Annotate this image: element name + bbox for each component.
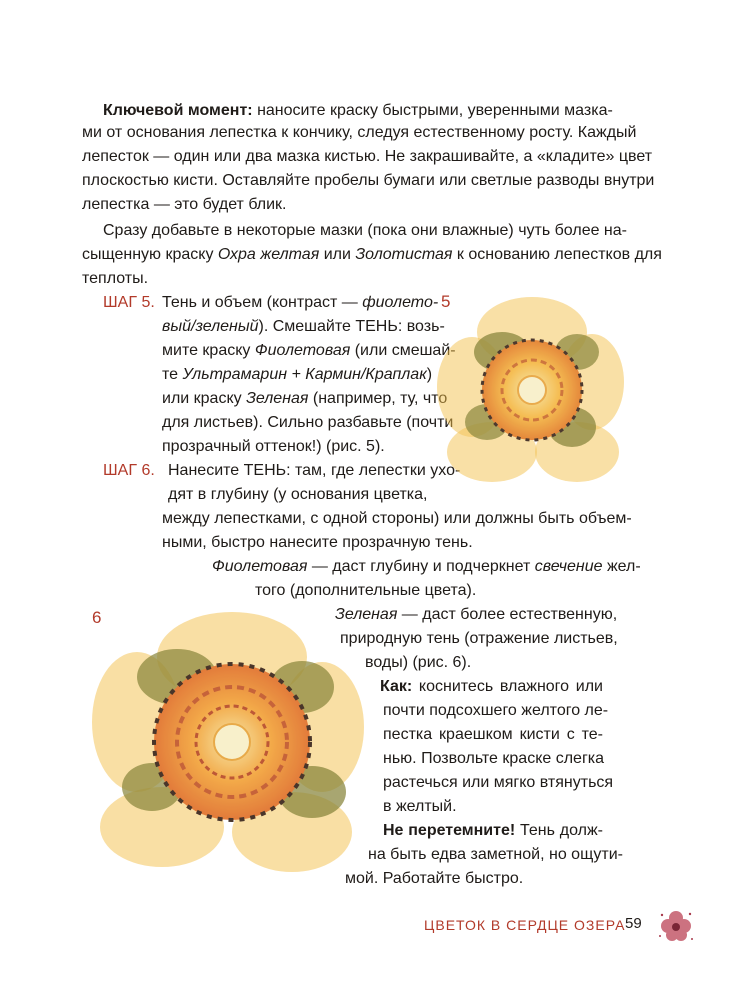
- paint-name: фиолето-: [362, 294, 439, 311]
- text-line: [82, 244, 662, 266]
- text-line: [380, 676, 603, 698]
- text: Тень долж-: [520, 822, 604, 839]
- paint-name: вый/зеленый: [162, 318, 259, 335]
- footer-chapter-title: ЦВЕТОК В СЕРДЦЕ ОЗЕРА: [424, 917, 626, 933]
- flower-illustration-6: [82, 602, 372, 892]
- text: мите краску: [162, 342, 255, 359]
- text-line: для листьев). Сильно разбавьте (почти: [162, 414, 454, 431]
- paint-name: Зеленая: [335, 606, 398, 623]
- text-line: нью. Позвольте краске слегка: [383, 750, 605, 767]
- text: ). Смешайте ТЕНЬ: возь-: [258, 318, 445, 335]
- text-line: пестка краешком кисти с те-: [383, 726, 603, 743]
- text-line: [383, 820, 603, 842]
- text-line: воды) (рис. 6).: [365, 654, 472, 671]
- text: (или смешай-: [350, 342, 456, 359]
- text-line: [335, 604, 618, 626]
- figure-6-number: 6: [92, 608, 102, 627]
- text: сыщенную краску: [82, 246, 218, 263]
- text: жел-: [602, 558, 641, 575]
- text: или: [319, 246, 356, 263]
- text: наносите краску быстрыми, уверенными мазка-: [257, 102, 613, 119]
- text-line: ными, быстро нанесите прозрачную тень.: [162, 534, 473, 551]
- text: (например, ту, что: [308, 390, 448, 407]
- step-5-label: ШАГ 5.: [103, 294, 155, 311]
- text-line: Сразу добавьте в некоторые мазки (пока они влажные) чуть более на-: [103, 222, 627, 239]
- text: — даст более естественную,: [397, 606, 618, 623]
- text-line: теплоты.: [82, 270, 149, 287]
- text-line: [162, 388, 448, 410]
- text-line: прозрачный оттенок!) (рис. 5).: [162, 438, 385, 455]
- text-line: того (дополнительные цвета).: [255, 582, 477, 599]
- how-label: Как:: [380, 678, 413, 695]
- text-line: ми от основания лепестка к кончику, следуя естественному росту. Каждый: [82, 124, 637, 141]
- text-line: растечься или мягко втянуться: [383, 774, 614, 791]
- emphasis: свечение: [534, 558, 603, 575]
- step-6-label: ШАГ 6.: [103, 462, 155, 479]
- text-line: [212, 556, 641, 578]
- paint-name: Фиолетовая: [212, 558, 308, 575]
- text: к основанию лепестков для: [452, 246, 662, 263]
- text-line: лепесток — один или два мазка кистью. Не закрашивайте, а «кладите» цвет: [82, 148, 653, 165]
- text-line: природную тень (отражение листьев,: [340, 630, 618, 647]
- text-line: дят в глубину (у основания цветка,: [168, 486, 428, 503]
- warning-label: Не перетемните!: [383, 822, 516, 839]
- flower-ornament-icon: [656, 906, 696, 946]
- paint-name: Охра желтая: [217, 246, 320, 263]
- text: коснитесь влажного или: [418, 678, 603, 695]
- paint-name: Фиолетовая: [254, 342, 351, 359]
- paint-name: Зеленая: [246, 390, 309, 407]
- text: — даст глубину и подчеркнет: [307, 558, 535, 575]
- paint-name: Золотистая: [355, 246, 453, 263]
- text-line: почти подсохшего желтого ле-: [383, 702, 609, 719]
- text-line: на быть едва заметной, но ощути-: [368, 846, 624, 863]
- text-line: лепестка — это будет блик.: [82, 196, 287, 213]
- paint-name: Ультрамарин + Кармин/Краплак: [182, 366, 427, 383]
- figure-5-number: 5: [441, 292, 451, 311]
- key-moment-label: Ключевой момент:: [103, 102, 253, 119]
- page-number: 59: [625, 915, 642, 932]
- text-line: [162, 340, 456, 362]
- text-line: [162, 364, 433, 386]
- text-line: [162, 292, 439, 314]
- text: или краску: [162, 390, 247, 407]
- text-line: между лепестками, с одной стороны) или должны быть объем-: [162, 510, 632, 527]
- text: Тень и объем (контраст —: [162, 294, 363, 311]
- text-line: плоскостью кисти. Оставляйте пробелы бумаги или светлые разводы внутри: [82, 172, 655, 189]
- text-line: в желтый.: [383, 798, 457, 815]
- flower-illustration-5: [432, 292, 632, 492]
- text: ): [426, 366, 433, 383]
- text-line: мой. Работайте быстро.: [345, 870, 524, 887]
- text-line: [162, 316, 445, 338]
- text-line: [103, 100, 613, 122]
- text: те: [162, 366, 183, 383]
- text-line: Нанесите ТЕНЬ: там, где лепестки ухо-: [168, 462, 461, 479]
